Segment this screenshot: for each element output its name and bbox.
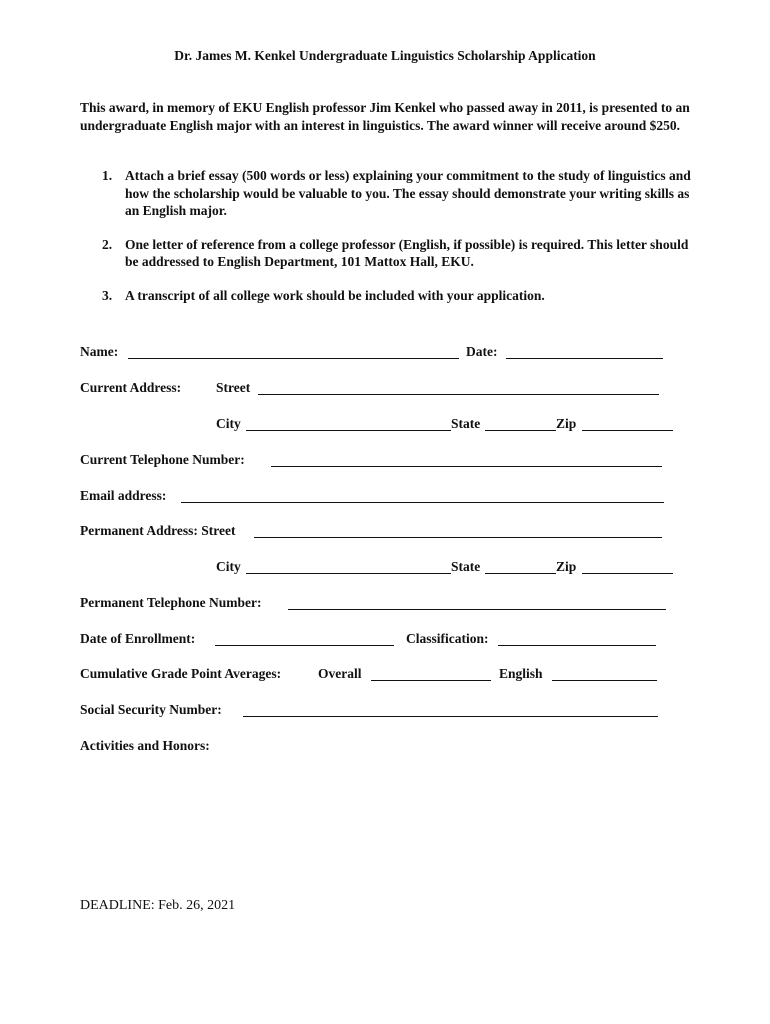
permanent-state-field[interactable]: [485, 573, 556, 574]
name-date-row: [80, 343, 680, 361]
requirement-text: A transcript of all college work should be included with your application.: [125, 287, 545, 303]
overall-gpa-field[interactable]: [371, 680, 491, 681]
gpa-row: [80, 665, 680, 683]
email-row: [80, 487, 680, 505]
enrollment-row: [80, 630, 680, 648]
activities-row: [80, 737, 680, 755]
permanent-phone-row: [80, 594, 680, 612]
city-label: City: [216, 559, 241, 574]
ssn-label: Social Security Number:: [80, 702, 222, 717]
email-field[interactable]: [181, 502, 664, 503]
activities-label: Activities and Honors:: [80, 738, 210, 753]
current-city-row: [80, 415, 680, 433]
state-label: State: [451, 559, 481, 574]
enrollment-field[interactable]: [215, 645, 394, 646]
permanent-address-label: Permanent Address: Street: [80, 523, 236, 538]
current-state-field[interactable]: [485, 430, 556, 431]
current-address-row: [80, 379, 680, 397]
permanent-address-row: [80, 522, 680, 540]
permanent-phone-label: Permanent Telephone Number:: [80, 595, 262, 610]
requirement-number: 3.: [102, 287, 113, 303]
current-phone-row: [80, 451, 680, 469]
deadline-text: DEADLINE: Feb. 26, 2021: [80, 898, 236, 913]
requirement-number: 1.: [102, 168, 113, 183]
city-label: City: [216, 416, 241, 431]
zip-label: Zip: [556, 559, 577, 574]
date-label: Date:: [466, 344, 498, 359]
ssn-row: [80, 701, 680, 719]
name-label: Name:: [80, 344, 119, 359]
form-title: Dr. James M. Kenkel Undergraduate Linguistics Scholarship Application: [174, 48, 596, 63]
requirement-item: [102, 287, 702, 305]
requirement-text: One letter of reference from a college professor (English, if possible) is required. This letter should be addressed to English Department, 101 Mattox Hall, EKU.: [125, 236, 689, 269]
date-field[interactable]: [506, 358, 663, 359]
english-gpa-field[interactable]: [552, 680, 657, 681]
name-field[interactable]: [128, 358, 459, 359]
zip-label: Zip: [556, 416, 577, 431]
email-label: Email address:: [80, 488, 167, 503]
state-label: State: [451, 416, 481, 431]
classification-label: Classification:: [406, 631, 489, 646]
intro-paragraph: This award, in memory of EKU English professor Jim Kenkel who passed away in 2011, is presented to an undergraduate English major with an interest in linguistics. The award winner will receive around $250.: [80, 100, 690, 133]
current-street-field[interactable]: [258, 394, 659, 395]
gpa-label: Cumulative Grade Point Averages:: [80, 666, 282, 681]
english-label: English: [499, 666, 543, 681]
current-address-label: Current Address:: [80, 380, 182, 395]
ssn-field[interactable]: [243, 716, 658, 717]
enrollment-label: Date of Enrollment:: [80, 631, 196, 646]
permanent-city-field[interactable]: [246, 573, 451, 574]
current-city-field[interactable]: [246, 430, 451, 431]
street-label: Street: [216, 380, 251, 395]
requirement-item: [102, 236, 702, 271]
current-phone-field[interactable]: [271, 466, 662, 467]
requirement-text: Attach a brief essay (500 words or less) explaining your commitment to the study of linguistics and how the scholarship would be valuable to you. The essay should demonstrate your writing skills as an English major.: [125, 168, 691, 218]
permanent-zip-field[interactable]: [582, 573, 673, 574]
permanent-street-field[interactable]: [254, 537, 662, 538]
permanent-city-row: [80, 558, 680, 576]
requirement-number: 2.: [102, 236, 113, 252]
requirements-list: [102, 167, 702, 320]
current-phone-label: Current Telephone Number:: [80, 452, 245, 467]
classification-field[interactable]: [498, 645, 656, 646]
requirement-item: [102, 167, 702, 220]
overall-label: Overall: [318, 666, 362, 681]
permanent-phone-field[interactable]: [288, 609, 666, 610]
current-zip-field[interactable]: [582, 430, 673, 431]
